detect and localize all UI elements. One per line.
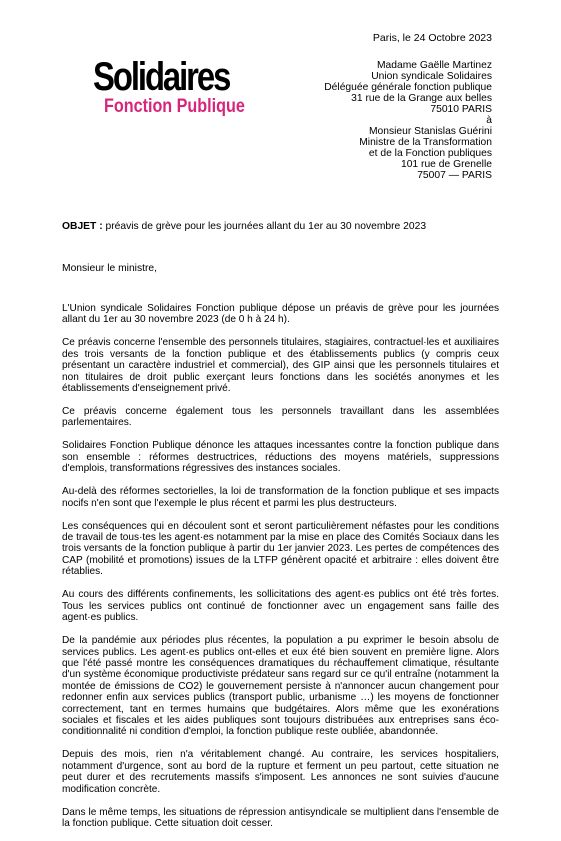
- recipient-title-line2: et de la Fonction publiques: [368, 148, 492, 159]
- letter-date: Paris, le 24 Octobre 2023: [372, 32, 492, 44]
- sender-street: 31 rue de la Grange aux belles: [351, 93, 492, 104]
- subject-label: OBJET :: [62, 221, 103, 232]
- solidaires-logo: [93, 57, 273, 118]
- paragraph: Ce préavis concerne également tous les personnels travaillant dans les assemblées parlementaires.: [62, 406, 499, 429]
- sender-title: Déléguée générale fonction publique: [324, 82, 492, 93]
- paragraph: Au-delà des réformes sectorielles, la loi de transformation de la fonction publique et ses impacts nocifs n'en sont que l'exemple le plus récent et parmi les plus destructeurs.: [62, 486, 499, 509]
- recipient-title-line1: Ministre de la Transformation: [359, 137, 492, 148]
- paragraph: Ce préavis concerne l'ensemble des personnels titulaires, stagiaires, contractuel·les et auxiliaires des trois versants de la fonction publique et des établissements publics (y compris ceux présentant un caractère industriel et commercial), des GIP ainsi que les personnels titulaires et non titulaires de droit public exerçant leurs fonctions dans les sociétés anonymes et les établissements d'enseignement privé.: [62, 337, 499, 395]
- paragraph: Au cours des différents confinements, les sollicitations des agent·es publics ont été très fortes. Tous les services publics ont continué de fonctionner avec un engagement sans faille des agent·es publics.: [62, 589, 499, 624]
- paragraph: Dans le même temps, les situations de répression antisyndicale se multiplient dans l'ensemble de la fonction publique. Cette situation doit cesser.: [62, 806, 499, 829]
- sender-organization: Union syndicale Solidaires: [371, 71, 492, 82]
- paragraph: Solidaires Fonction Publique dénonce les attaques incessantes contre la fonction publique dans son ensemble : réformes destructrices, réductions des moyens matériels, suppressions d'emplois, transformations régressives des instances sociales.: [62, 440, 499, 475]
- recipient-street: 101 rue de Grenelle: [400, 159, 492, 170]
- logo-wordmark: Solidaires: [93, 55, 230, 99]
- subject-line: [62, 221, 426, 232]
- salutation: Monsieur le ministre,: [62, 263, 157, 274]
- address-separator: à: [486, 115, 492, 126]
- paragraph: De la pandémie aux périodes plus récentes, la population a pu exprimer le besoin absolu de services publics. Les agent·es publics ont-elles et eux été bien souvent en première ligne. Alors que l'été passé montre les conséquences dramatiques du réchauffement climatique, résultante d'un système économique productiviste prédateur sans regard sur ce qu'il entraîne (notamment la montée de émissions de CO2) le gouvernement persiste à n'annoncer aucun changement pour redonner enfin aux services publics (transport public, urbanisme …) les moyens de fonctionner correctement, tant en termes humains que budgétaires. Alors même que les exonérations sociales et fiscales et les aides publiques sont toujours distribuées aux entreprises sans éco-conditionnalité ni condition d'emploi, la fonction publique reste oubliée, abandonnée.: [62, 635, 499, 738]
- sender-city: 75010 PARIS: [430, 104, 492, 115]
- sender-name: Madame Gaëlle Martinez: [376, 60, 492, 71]
- address-block: [324, 60, 492, 181]
- logo-subtitle: Fonction Publique: [104, 96, 245, 117]
- paragraph: L'Union syndicale Solidaires Fonction publique dépose un préavis de grève pour les journées allant du 1er au 30 novembre 2023 (de 0 h à 24 h).: [62, 303, 499, 326]
- paragraph: Les conséquences qui en découlent sont et seront particulièrement néfastes pour les conditions de travail de tous·tes les agent·es notamment par la mise en place des Comités Sociaux dans les trois versants de la fonction publique à partir du 1er janvier 2023. Les pertes de compétences des CAP (mobilité et promotions) issues de la LTFP génèrent opacité et arbitraire : elles doivent être rétablies.: [62, 520, 499, 578]
- subject-text: préavis de grève pour les journées allant du 1er au 30 novembre 2023: [102, 221, 427, 232]
- recipient-name: Monsieur Stanislas Guérini: [368, 126, 492, 137]
- paragraph: Depuis des mois, rien n'a véritablement changé. Au contraire, les services hospitaliers, notamment d'urgence, sont au bord de la rupture et ferment un peu partout, cette situation ne peut durer et des recrutements massifs s'imposent. Les annonces ne sont suivies d'aucune modification concrète.: [62, 749, 499, 795]
- letter-body: [62, 303, 499, 841]
- recipient-city: 75007 — PARIS: [417, 170, 492, 181]
